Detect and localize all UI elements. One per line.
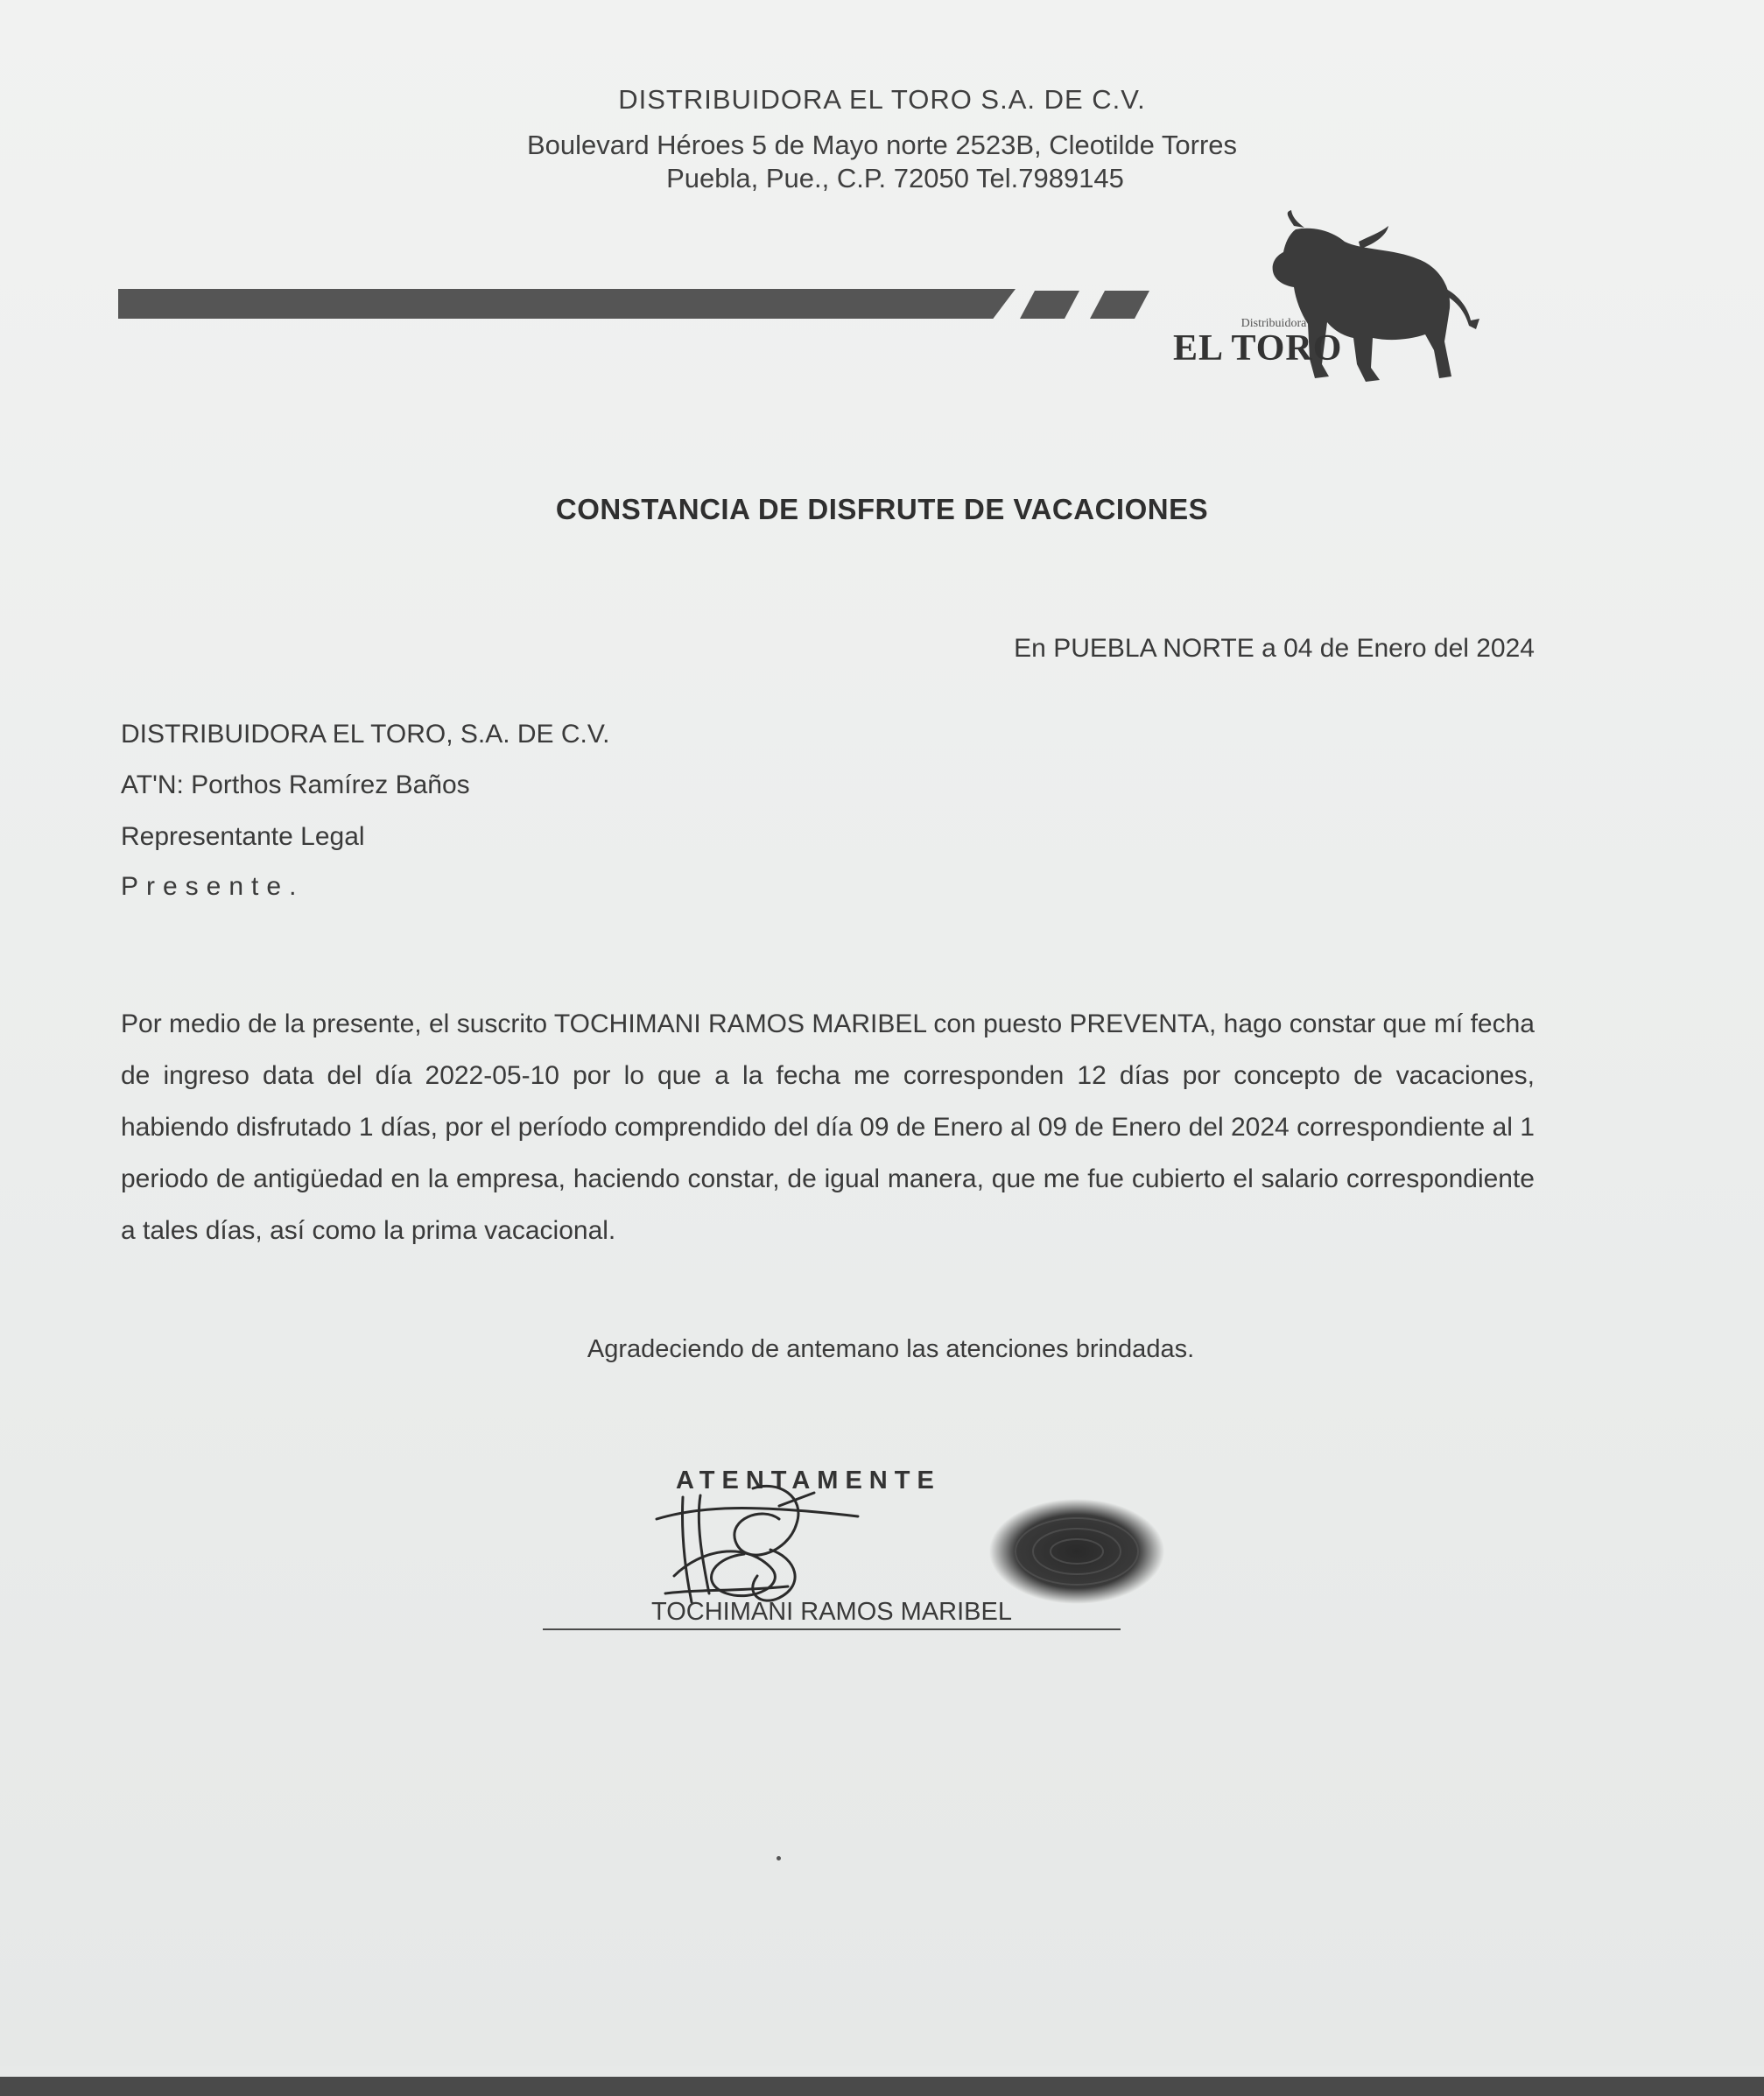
logo-small-text: Distribuidora (1240, 317, 1307, 330)
recipient-role: Representante Legal (121, 822, 365, 851)
letterhead-company: DISTRIBUIDORA EL TORO S.A. DE C.V. (618, 84, 1146, 115)
letterhead-stripe (118, 289, 1016, 319)
signer-name: TOCHIMANI RAMOS MARIBEL (651, 1598, 1012, 1626)
date-line: En PUEBLA NORTE a 04 de Enero del 2024 (1014, 634, 1535, 663)
letterhead-address-line1: Boulevard Héroes 5 de Mayo norte 2523B, Cleotilde Torres (526, 130, 1238, 160)
page-bottom-edge (0, 2077, 1764, 2096)
recipient-attention: AT'N: Porthos Ramírez Baños (121, 770, 470, 799)
company-logo (1173, 210, 1506, 385)
signature-line (543, 1628, 1121, 1630)
body-paragraph: Por medio de la presente, el suscrito TOCHIMANI RAMOS MARIBEL con puesto PREVENTA, hago constar que mí fecha de ingreso data del día 2022-05-10 por lo que a la fecha me corresponden 12 días por concepto de vacaciones, habiendo disfrutado 1 días, por el período comprendido del día 09 de Enero al 09 de Enero del 2024 correspondiente al 1 periodo de antigüedad en la empresa, haciendo constar, de igual manera, que me fue cubierto el salario correspondiente a tales días, así como la prima vacacional. (121, 1009, 1535, 1245)
letterhead-address-line2: Puebla, Pue., C.P. 72050 Tel.7989145 (666, 163, 1124, 193)
signature-salutation: ATENTAMENTE (676, 1466, 941, 1495)
handwritten-signature (648, 1471, 875, 1611)
closing-line: Agradeciendo de antemano las atenciones brindadas. (587, 1335, 1195, 1363)
recipient-company: DISTRIBUIDORA EL TORO, S.A. DE C.V. (121, 720, 610, 749)
ink-dot (777, 1856, 781, 1860)
logo-main-text: EL TORO (1173, 328, 1343, 369)
document-title: CONSTANCIA DE DISFRUTE DE VACACIONES (555, 493, 1209, 525)
recipient-greeting: Presente. (121, 872, 305, 901)
